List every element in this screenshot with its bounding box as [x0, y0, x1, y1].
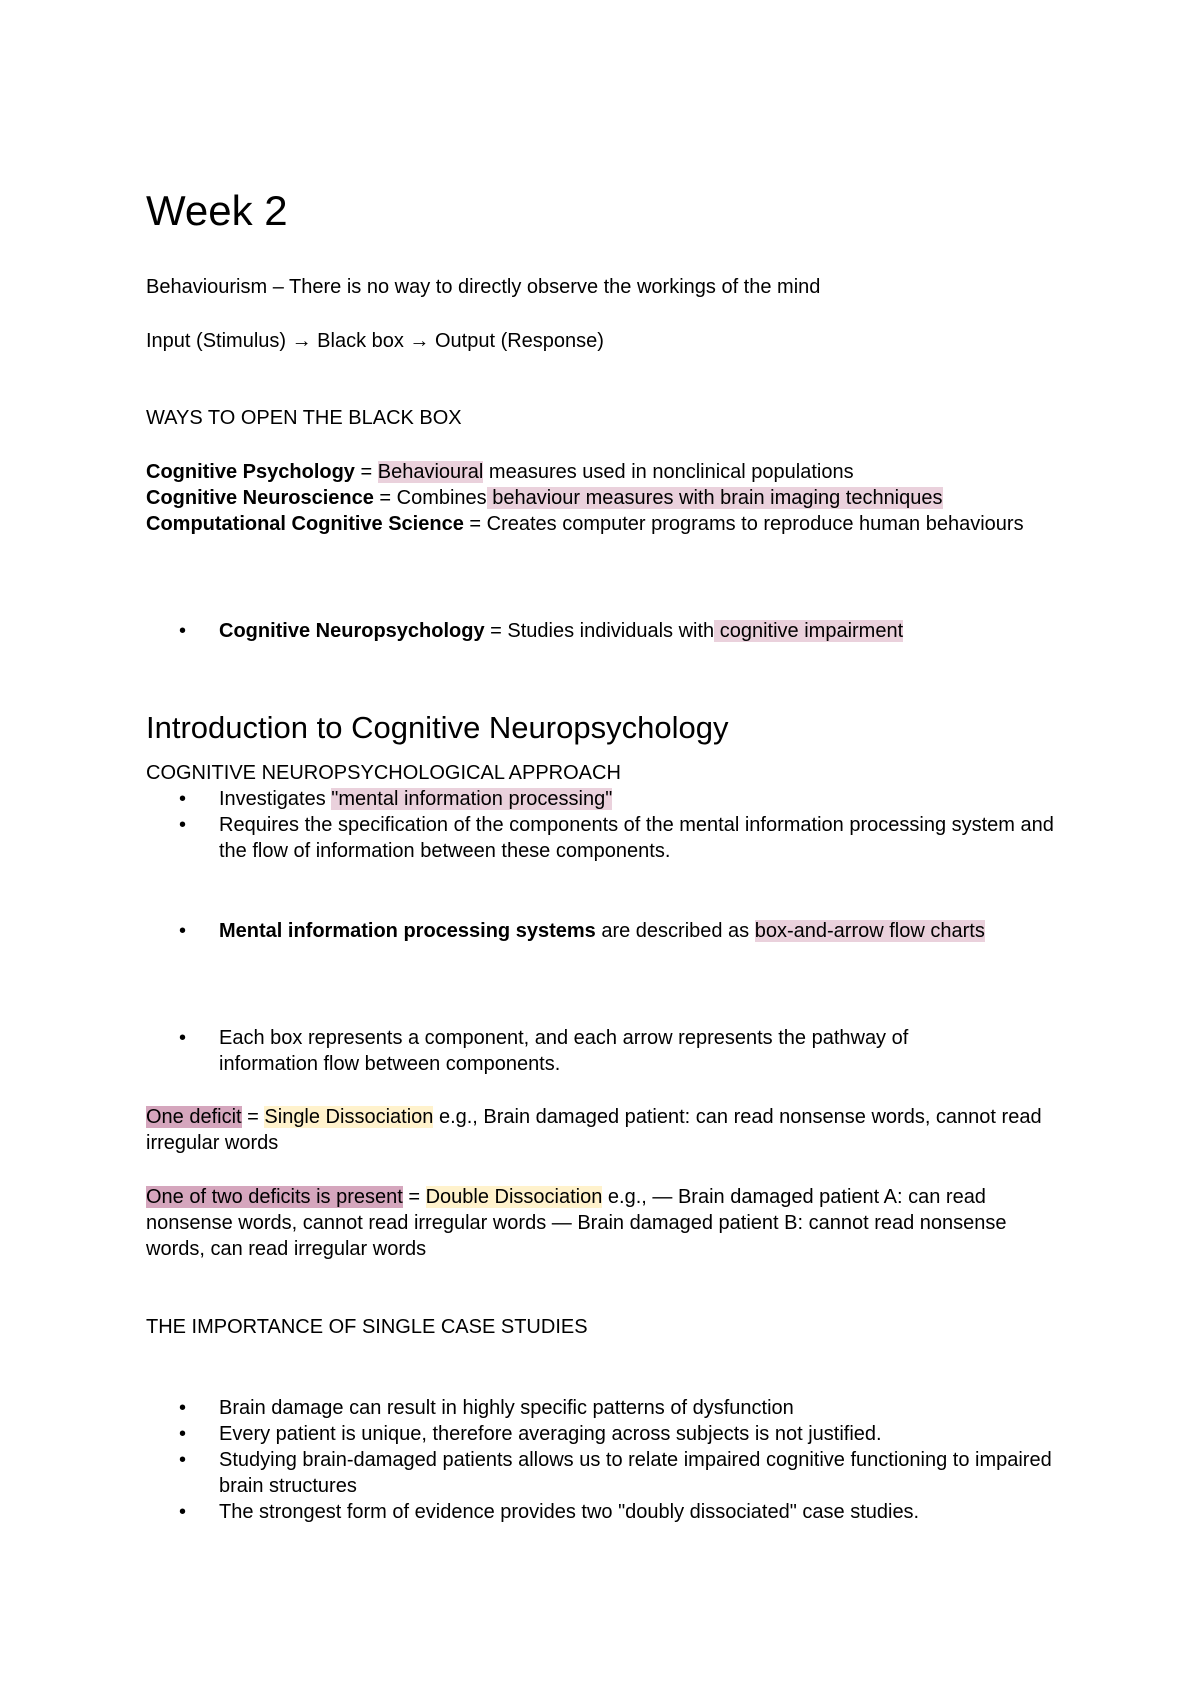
case-heading: THE IMPORTANCE OF SINGLE CASE STUDIES — [146, 1316, 588, 1338]
def-text: = Combines — [373, 487, 487, 509]
item-text: are described as — [595, 920, 755, 942]
item-text: e.g., Brain damaged patient: can read nonsense words, cannot read irregular words — [146, 1106, 1042, 1154]
list-item: • Brain damage can result in highly specific patterns of dysfunction — [219, 1395, 1059, 1421]
def-term: Cognitive Psychology — [146, 461, 355, 483]
page-title: Week 2 — [146, 187, 288, 234]
def-term: Computational Cognitive Science — [146, 513, 464, 535]
cognitive-psychology-def — [146, 459, 1066, 485]
item-text: = — [241, 1106, 265, 1128]
list-item: • The strongest form of evidence provides two "doubly dissociated" case studies. — [219, 1499, 1059, 1525]
item-text: = — [402, 1186, 426, 1208]
list-item: • Each box represents a component, and each arrow represents the pathway of information flow between components. — [219, 1025, 1009, 1077]
list-item — [219, 618, 1059, 644]
ways-heading: WAYS TO OPEN THE BLACK BOX — [146, 407, 462, 429]
def-eq: = — [354, 461, 378, 483]
def-text: = Creates computer programs to reproduce human behaviours — [463, 513, 1024, 535]
highlight: One deficit — [146, 1106, 242, 1128]
def-text: measures used in nonclinical populations — [483, 461, 854, 483]
highlight: cognitive impairment — [714, 620, 904, 642]
computational-def — [146, 511, 1046, 537]
highlight: One of two deficits is present — [146, 1186, 403, 1208]
list-item — [219, 918, 1019, 944]
cognitive-neuroscience-def — [146, 485, 1066, 511]
highlight: Double Dissociation — [425, 1186, 603, 1208]
highlight: "mental information processing" — [331, 788, 613, 810]
list-item: • Every patient is unique, therefore averaging across subjects is not justified. — [219, 1421, 1059, 1447]
behaviourism-line: Behaviourism – There is no way to directly observe the workings of the mind — [146, 276, 821, 298]
def-term: Cognitive Neuroscience — [146, 487, 374, 509]
def-text: = Studies individuals with — [484, 620, 715, 642]
approach-heading: COGNITIVE NEUROPSYCHOLOGICAL APPROACH — [146, 762, 621, 784]
single-dissociation — [146, 1104, 1046, 1156]
def-term: Cognitive Neuropsychology — [219, 620, 485, 642]
list-item: • Studying brain-damaged patients allows us to relate impaired cognitive functioning to impaired brain structures — [219, 1447, 1069, 1499]
def-term: Mental information processing systems — [219, 920, 596, 942]
highlight: box-and-arrow flow charts — [754, 920, 985, 942]
list-item — [219, 786, 1059, 812]
highlight: Behavioural — [377, 461, 484, 483]
section-heading: Introduction to Cognitive Neuropsychology — [146, 710, 729, 745]
item-text: e.g., — Brain damaged patient A: can read nonsense words, cannot read irregular words — Brain damaged patient B: cannot read nonsense words, can read irregular words — [146, 1186, 1007, 1260]
list-item: • Requires the specification of the components of the mental information processing system and the flow of information between these components. — [219, 812, 1059, 864]
input-output-line: Input (Stimulus) → Black box → Output (Response) — [146, 330, 604, 352]
highlight: Single Dissociation — [264, 1106, 434, 1128]
item-text: Investigates — [219, 788, 332, 810]
double-dissociation — [146, 1184, 1064, 1262]
highlight: behaviour measures with brain imaging techniques — [486, 487, 943, 509]
